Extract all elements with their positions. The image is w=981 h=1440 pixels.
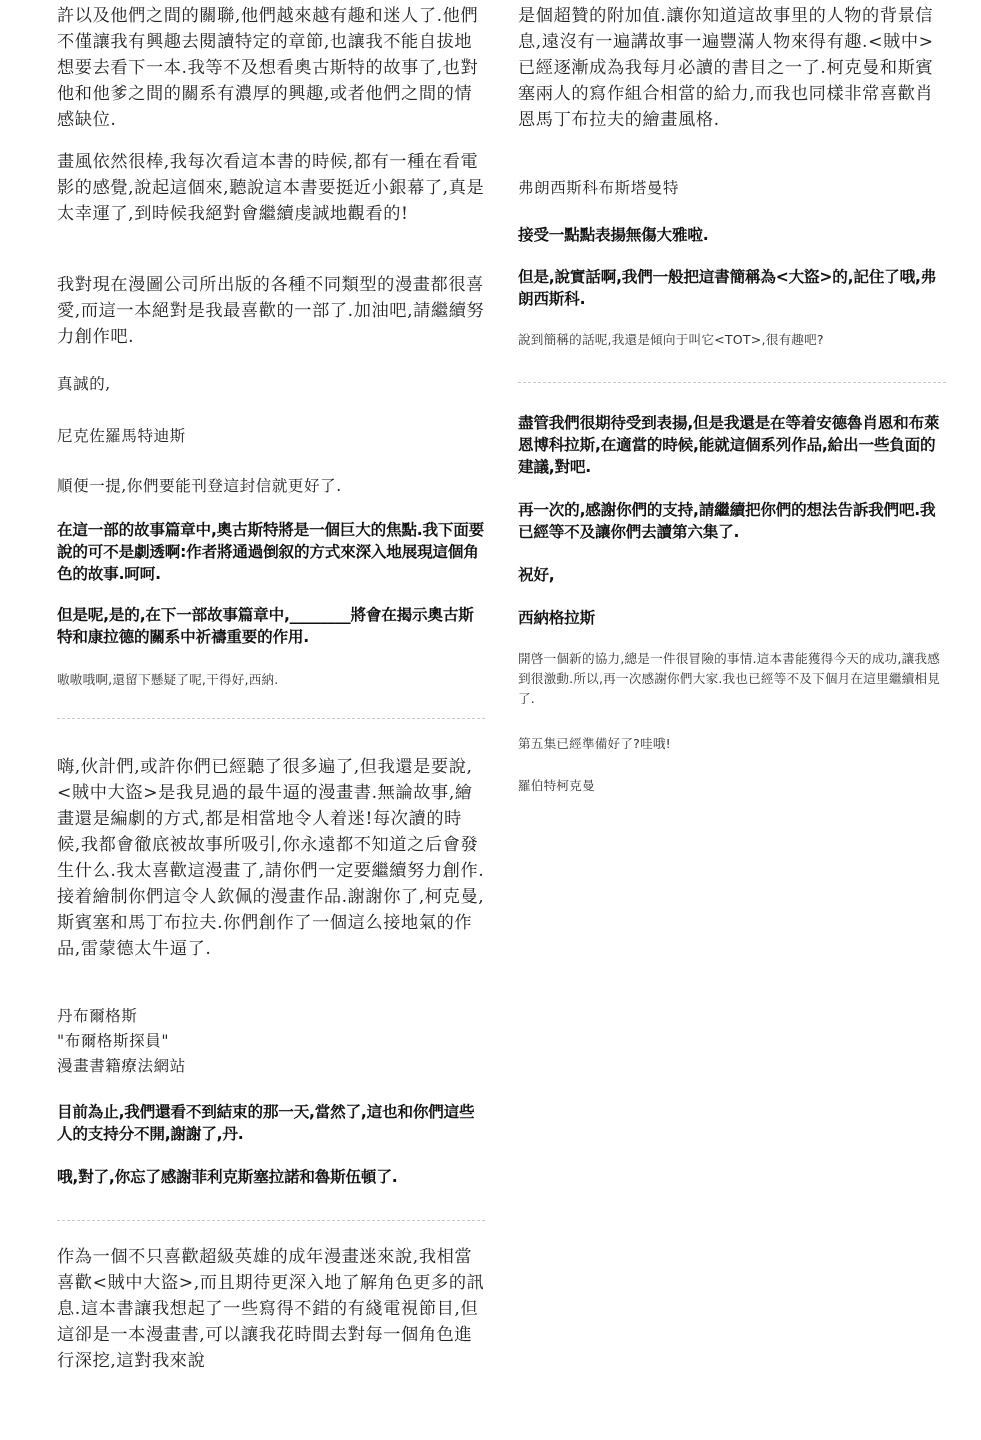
reply3-paragraph-1: 接受一點點表揚無傷大雅啦.: [518, 226, 709, 244]
letter3-continued-paragraph: 是個超贊的附加值.讓你知道這故事里的人物的背景信息,遠沒有一遍講故事一遍豐滿人物來得有趣.<賊中>已經逐漸成為我每月必讀的書目之一了.柯克曼和斯賓塞兩人的寫作組合相當的給力,而我也同樣非常喜歡肖恩馬丁布拉夫的繪畫風格.: [518, 6, 934, 130]
reply4-paragraph-1: 盡管我們很期待受到表揚,但是我還是在等着安德魯肖恩和布萊恩博科拉斯,在適當的時候,能就這個系列作品,給出一些負面的建議,對吧.: [518, 414, 940, 476]
reply4-note: 開啓一個新的協力,總是一件很冒險的事情.這本書能獲得今天的成功,讓我感到很激動.所以,再一次感謝你們大家.我也已經等不及下個月在這里繼續相見了.: [518, 651, 941, 706]
reply4-note-2: 第五集已經準備好了?哇哦!: [518, 736, 671, 751]
reply3-note: 說到簡稱的話呢,我還是傾向于叫它<TOT>,很有趣吧?: [518, 332, 824, 347]
letter2-signature-site: 漫畫書籍療法網站: [57, 1057, 186, 1075]
section-divider: [57, 1220, 485, 1221]
letter2-signature-name: 丹布爾格斯: [57, 1007, 138, 1025]
letter3-signature: 弗朗西斯科布斯塔曼特: [518, 179, 680, 197]
section-divider: [518, 382, 946, 383]
letter1-signature: 尼克佐羅馬特迪斯: [57, 427, 186, 445]
reply3-paragraph-2: 但是,說實話啊,我們一般把這書簡稱為<大盜>的,記住了哦,弗朗西斯科.: [518, 268, 937, 308]
letter1-paragraph-2: 畫風依然很棒,我每次看這本書的時候,都有一種在看電影的感覺,說起這個來,聽說這本書要挺近小銀幕了,真是太幸運了,到時候我絕對會繼續虔誠地觀看的!: [57, 152, 485, 224]
reply1-note: 嗷嗷哦啊,還留下懸疑了呢,干得好,西納.: [57, 672, 279, 687]
reply1-paragraph-2: 但是呢,是的,在下一部故事篇章中,________將會在揭示奧古斯特和康拉德的關系中祈禱重要的作用.: [57, 606, 474, 646]
reply4-note-signature: 羅伯特柯克曼: [518, 778, 595, 793]
reply4-paragraph-2: 再一次的,感謝你們的支持,請繼續把你們的想法告訴我們吧.我已經等不及讓你們去讀第六集了.: [518, 501, 936, 541]
letter2-paragraph-1: 嗨,伙計們,或許你們已經聽了很多遍了,但我還是要說,<賊中大盜>是我見過的最牛逼的漫畫書.無論故事,繪畫還是編劇的方式,都是相當地令人着迷!每次讀的時候,我都會徹底被故事所吸引,你永遠都不知道之后會發生什么.我太喜歡這漫畫了,請你們一定要繼續努力創作.接着繪制你們這令人欽佩的漫畫作品.謝謝你了,柯克曼,斯賓塞和馬丁布拉夫.你們創作了一個這么接地氣的作品,雷蒙德太牛逼了.: [57, 757, 485, 959]
reply2-paragraph-1: 目前為止,我們還看不到結束的那一天,當然了,這也和你們這些人的支持分不開,謝謝了,丹.: [57, 1103, 475, 1143]
reply4-signature: 西納格拉斯: [518, 609, 595, 627]
section-divider: [57, 718, 485, 719]
reply2-paragraph-2: 哦,對了,你忘了感謝菲利克斯塞拉諾和魯斯伍頓了.: [57, 1168, 398, 1186]
reply4-closing: 祝好,: [518, 566, 555, 584]
letter2-signature-title: "布爾格斯探員": [57, 1032, 170, 1050]
letter3-paragraph-1: 作為一個不只喜歡超級英雄的成年漫畫迷來說,我相當喜歡<賊中大盜>,而且期待更深入地了解角色更多的訊息.這本書讓我想起了一些寫得不錯的有綫電視節目,但這卻是一本漫畫書,可以讓我花時間去對每一個角色進行深挖,這對我來說: [57, 1247, 485, 1371]
letter1-paragraph-1: 許以及他們之間的關聯,他們越來越有趣和迷人了.他們不僅讓我有興趣去閱讀特定的章節,也讓我不能自拔地想要去看下一本.我等不及想看奧古斯特的故事了,也對他和他爹之間的關系有濃厚的興趣,或者他們之間的情感缺位.: [57, 6, 479, 130]
letter1-paragraph-3: 我對現在漫圖公司所出版的各種不同類型的漫畫都很喜愛,而這一本絕對是我最喜歡的一部了.加油吧,請繼續努力創作吧.: [57, 275, 485, 347]
letter1-closing: 真誠的,: [57, 375, 111, 393]
reply1-paragraph-1: 在這一部的故事篇章中,奧古斯特將是一個巨大的焦點.我下面要說的可不是劇透啊:作者將通過倒叙的方式來深入地展現這個角色的故事.呵呵.: [57, 521, 485, 583]
letter1-postscript: 順便一提,你們要能刊登這封信就更好了.: [57, 477, 342, 495]
